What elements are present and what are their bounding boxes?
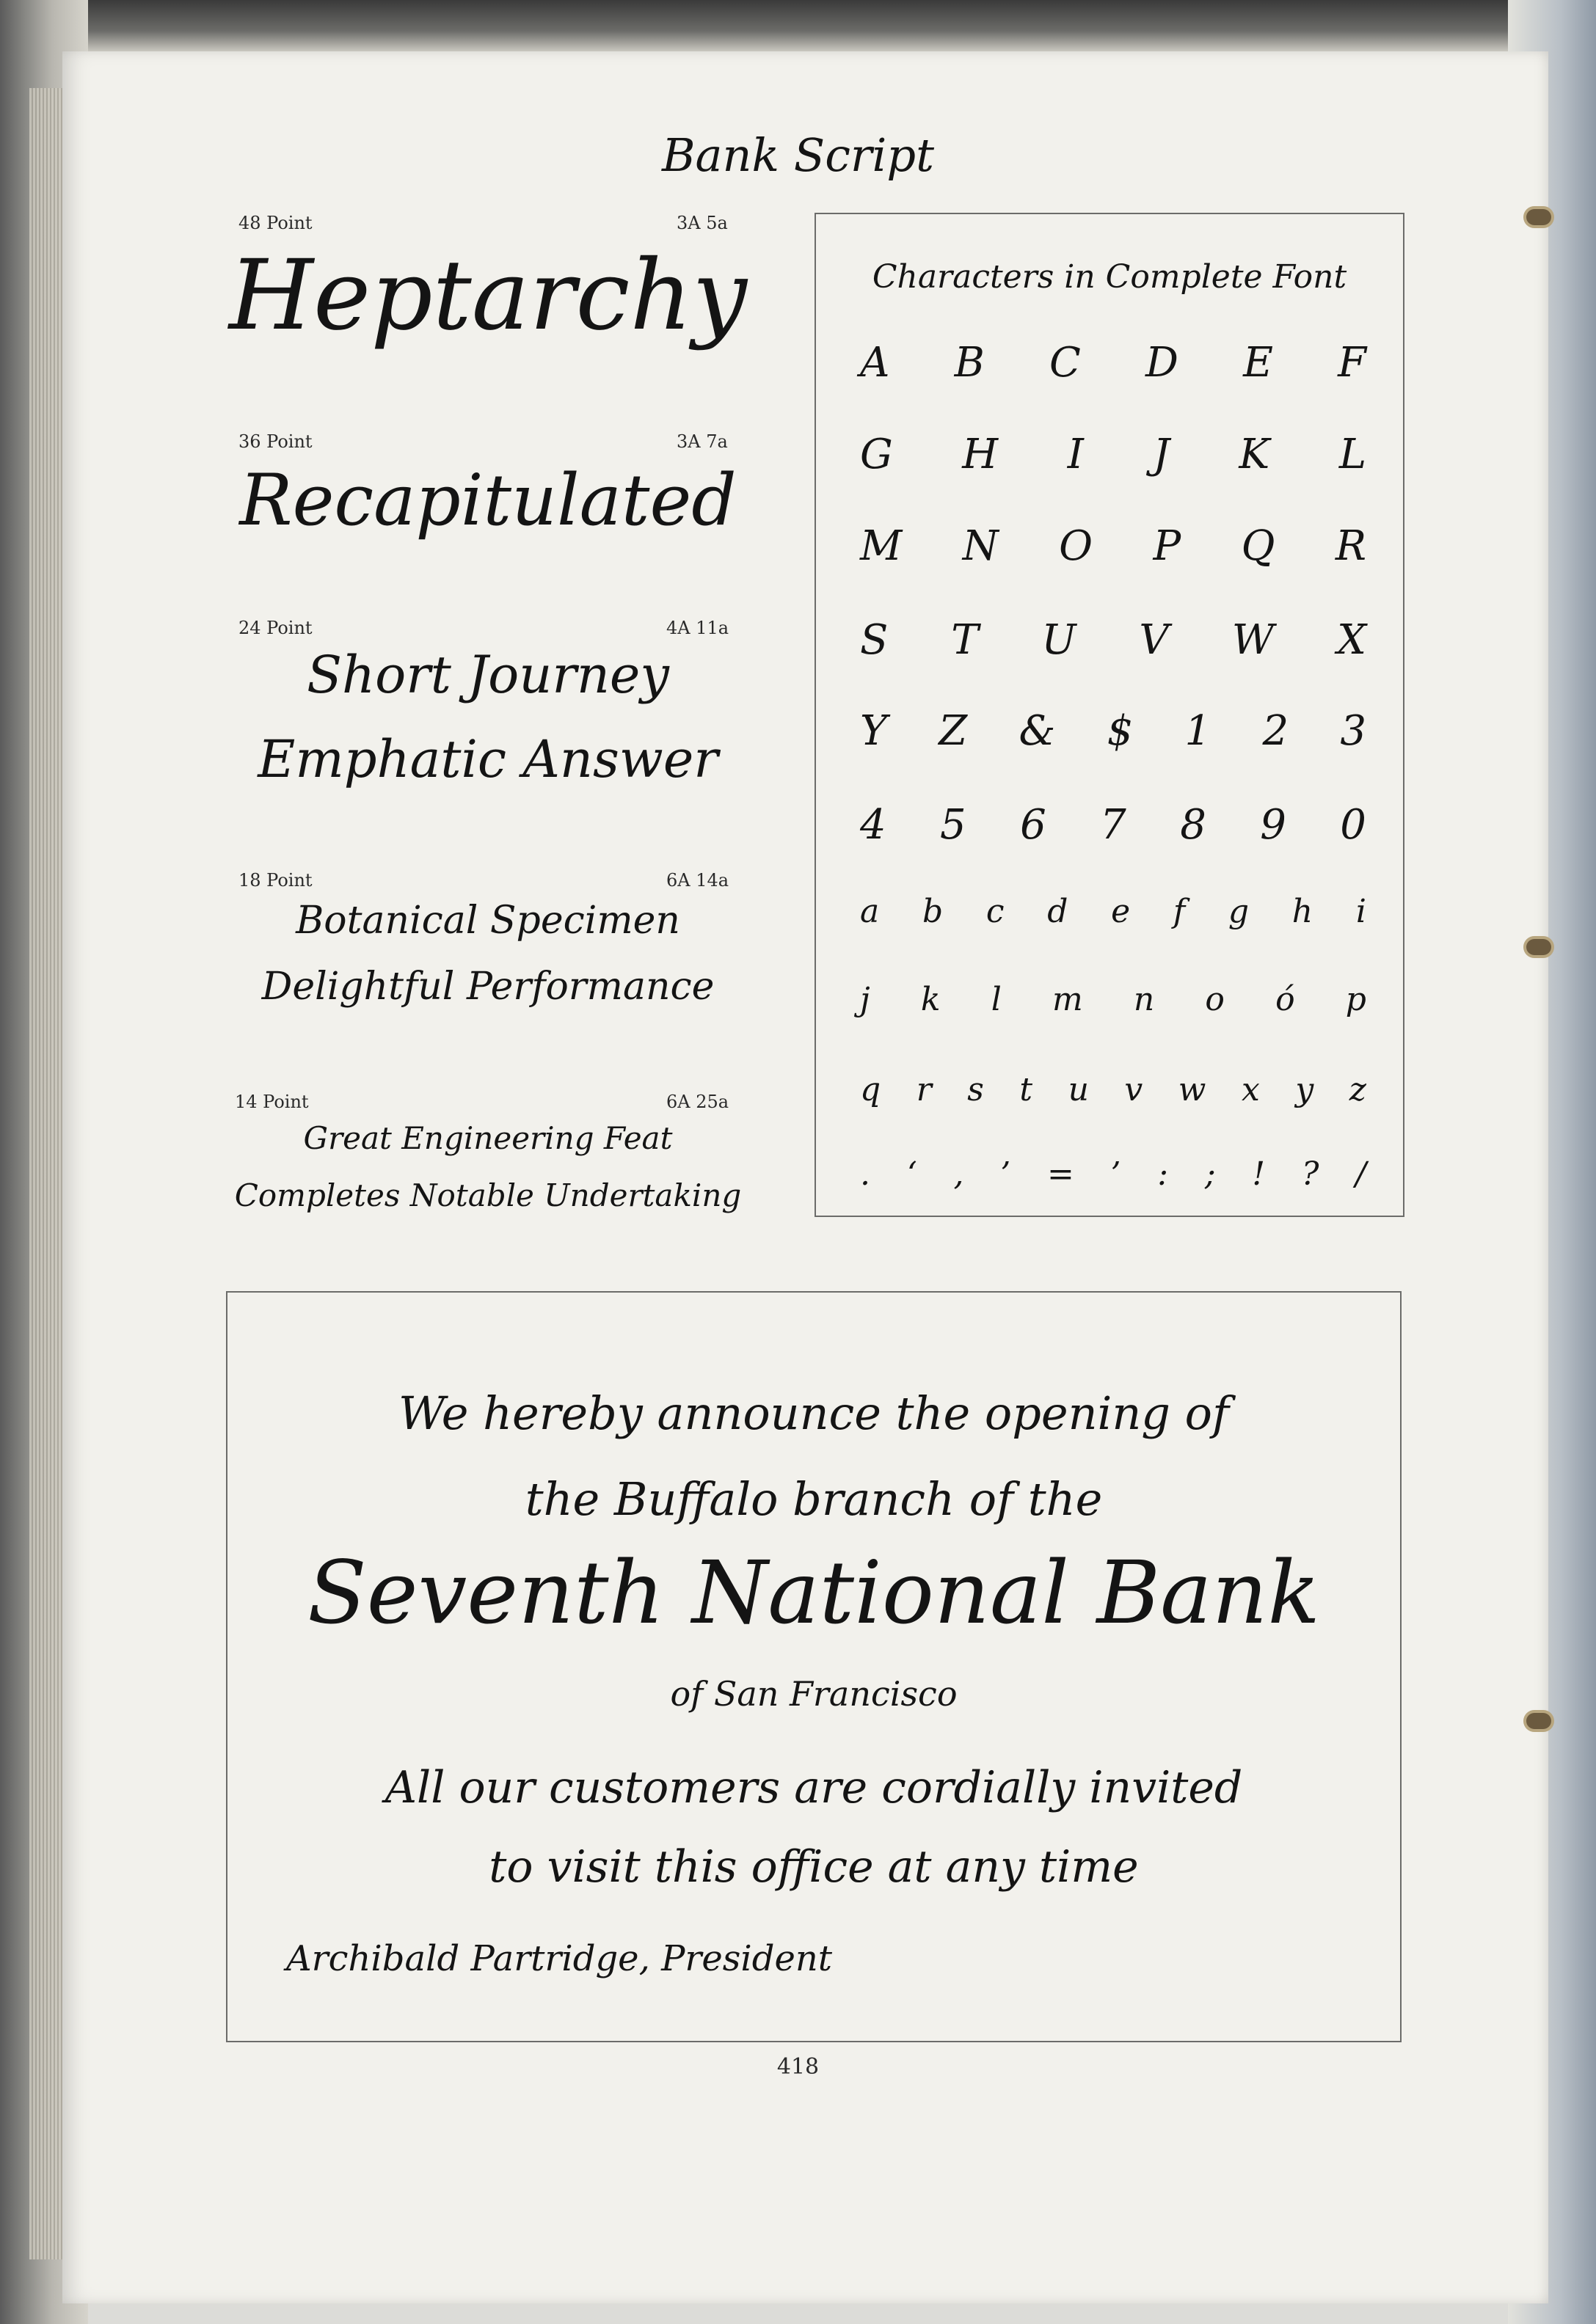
charset-glyph: O (1059, 522, 1093, 570)
book-top-edge (0, 0, 1596, 51)
charset-glyph: x (1241, 1071, 1260, 1108)
charset-glyph: P (1153, 522, 1181, 570)
charset-glyph: 1 (1184, 707, 1211, 755)
specimen-36-size: 36 Point (238, 431, 313, 452)
charset-glyph: 6 (1020, 801, 1046, 849)
charset-row (860, 522, 1366, 570)
charset-glyph: w (1178, 1071, 1206, 1108)
announcement-line-1: We hereby announce the opening of (398, 1386, 1229, 1440)
charset-glyph: 0 (1340, 801, 1366, 849)
announcement-bank-name: Seventh National Bank (307, 1542, 1321, 1643)
charset-glyph: 9 (1260, 801, 1286, 849)
charset-glyph: m (1052, 981, 1083, 1018)
charset-glyph: C (1049, 339, 1081, 387)
charset-row (860, 801, 1366, 849)
specimen-36-count: 3A 7a (677, 431, 728, 452)
charset-glyph: Y (860, 707, 887, 755)
charset-glyph: R (1335, 522, 1366, 570)
charset-row (860, 616, 1366, 664)
charset-glyph: 5 (940, 801, 966, 849)
charset-glyph: S (860, 616, 889, 664)
charset-glyph: g (1228, 893, 1250, 930)
charset-glyph: L (1338, 431, 1366, 478)
charset-glyph: : (1157, 1155, 1169, 1193)
charset-row (860, 1071, 1366, 1108)
charset-glyph: Z (939, 707, 968, 755)
specimen-24-line-1: Short Journey (307, 645, 669, 705)
charset-glyph: y (1295, 1071, 1314, 1108)
specimen-24-size: 24 Point (238, 618, 313, 638)
charset-glyph: 2 (1262, 707, 1289, 755)
charset-glyph: M (860, 522, 903, 570)
charset-glyph: / (1355, 1155, 1366, 1193)
charset-glyph: A (860, 339, 890, 387)
specimen-48-size: 48 Point (238, 213, 313, 233)
specimen-14-size: 14 Point (235, 1092, 309, 1112)
charset-glyph: z (1349, 1071, 1366, 1108)
specimen-24-count: 4A 11a (666, 618, 729, 638)
charset-row (860, 893, 1366, 930)
announcement-line-3: All our customers are cordially invited (385, 1762, 1243, 1813)
charset-glyph: s (967, 1071, 984, 1108)
specimen-18-size: 18 Point (238, 870, 313, 891)
binding-hole-bottom (1526, 1713, 1551, 1729)
specimen-18-line-2: Delightful Performance (261, 965, 715, 1009)
charset-glyph: ’ (1110, 1155, 1121, 1193)
specimen-18-count: 6A 14a (666, 870, 729, 891)
charset-glyph: c (985, 893, 1005, 930)
charset-glyph: , (953, 1155, 964, 1193)
charset-glyph: j (860, 981, 870, 1018)
charset-glyph: k (920, 981, 941, 1018)
charset-glyph: B (954, 339, 985, 387)
charset-glyph: ’ (1000, 1155, 1011, 1193)
charset-glyph: i (1355, 893, 1366, 930)
specimen-14-line-1: Great Engineering Feat (303, 1120, 673, 1156)
charset-glyph: G (860, 431, 893, 478)
charset-glyph: . (860, 1155, 870, 1193)
charset-glyph: U (1041, 616, 1076, 664)
charset-row (860, 981, 1366, 1018)
binding-hole-middle (1526, 939, 1551, 955)
binding-hole-top (1526, 209, 1551, 225)
charset-box (815, 213, 1404, 1217)
specimen-14-line-2: Completes Notable Undertaking (234, 1177, 742, 1213)
charset-glyph: V (1139, 616, 1169, 664)
charset-glyph: e (1111, 893, 1131, 930)
charset-glyph: 4 (860, 801, 886, 849)
charset-glyph: 7 (1100, 801, 1126, 849)
charset-glyph: ! (1252, 1155, 1266, 1193)
charset-glyph: t (1019, 1071, 1033, 1108)
charset-glyph: f (1173, 893, 1186, 930)
charset-glyph: F (1338, 339, 1366, 387)
charset-glyph: & (1019, 707, 1056, 755)
charset-glyph: $ (1107, 707, 1134, 755)
charset-glyph: K (1239, 431, 1270, 478)
page-title: Bank Script (661, 128, 934, 182)
specimen-24-line-2: Emphatic Answer (258, 729, 718, 789)
charset-glyph: ; (1204, 1155, 1216, 1193)
charset-glyph: ? (1301, 1155, 1319, 1193)
specimen-14-count: 6A 25a (666, 1092, 729, 1112)
charset-glyph: n (1133, 981, 1155, 1018)
charset-glyph: H (962, 431, 999, 478)
page-number: 418 (776, 2054, 820, 2080)
charset-glyph: l (991, 981, 1002, 1018)
charset-glyph: 8 (1180, 801, 1206, 849)
charset-glyph: q (860, 1071, 881, 1108)
charset-row (860, 431, 1366, 478)
specimen-48-count: 3A 5a (677, 213, 728, 233)
charset-row (860, 339, 1366, 387)
charset-glyph: W (1231, 616, 1275, 664)
charset-glyph: D (1145, 339, 1178, 387)
charset-glyph: d (1047, 893, 1068, 930)
charset-glyph: X (1337, 616, 1366, 664)
charset-row (860, 707, 1366, 755)
charset-glyph: b (922, 893, 944, 930)
charset-heading: Characters in Complete Font (872, 258, 1347, 296)
charset-glyph: ó (1275, 981, 1295, 1018)
charset-glyph: h (1291, 893, 1313, 930)
charset-glyph: v (1124, 1071, 1143, 1108)
announcement-line-2: the Buffalo branch of the (525, 1472, 1103, 1526)
charset-glyph: J (1153, 431, 1170, 478)
charset-glyph: ‘ (906, 1155, 917, 1193)
charset-glyph: 3 (1340, 707, 1366, 755)
specimen-36-line-1: Recapitulated (239, 459, 737, 541)
charset-glyph: T (951, 616, 979, 664)
announcement-signature: Archibald Partridge, President (286, 1938, 833, 1979)
charset-glyph: u (1068, 1071, 1089, 1108)
charset-glyph: = (1046, 1155, 1074, 1193)
specimen-18-line-1: Botanical Specimen (296, 899, 680, 943)
charset-row (860, 1155, 1366, 1193)
charset-glyph: I (1067, 431, 1084, 478)
charset-glyph: o (1205, 981, 1225, 1018)
charset-glyph: Q (1241, 522, 1275, 570)
announcement-line-4: to visit this office at any time (489, 1841, 1139, 1893)
announcement-city: of San Francisco (670, 1674, 958, 1714)
announcement-box (226, 1291, 1402, 2042)
charset-glyph: E (1243, 339, 1273, 387)
charset-glyph: N (962, 522, 999, 570)
charset-glyph: p (1345, 981, 1366, 1018)
specimen-48-line-1: Heptarchy (228, 239, 748, 352)
charset-glyph: r (916, 1071, 932, 1108)
charset-glyph: a (860, 893, 880, 930)
